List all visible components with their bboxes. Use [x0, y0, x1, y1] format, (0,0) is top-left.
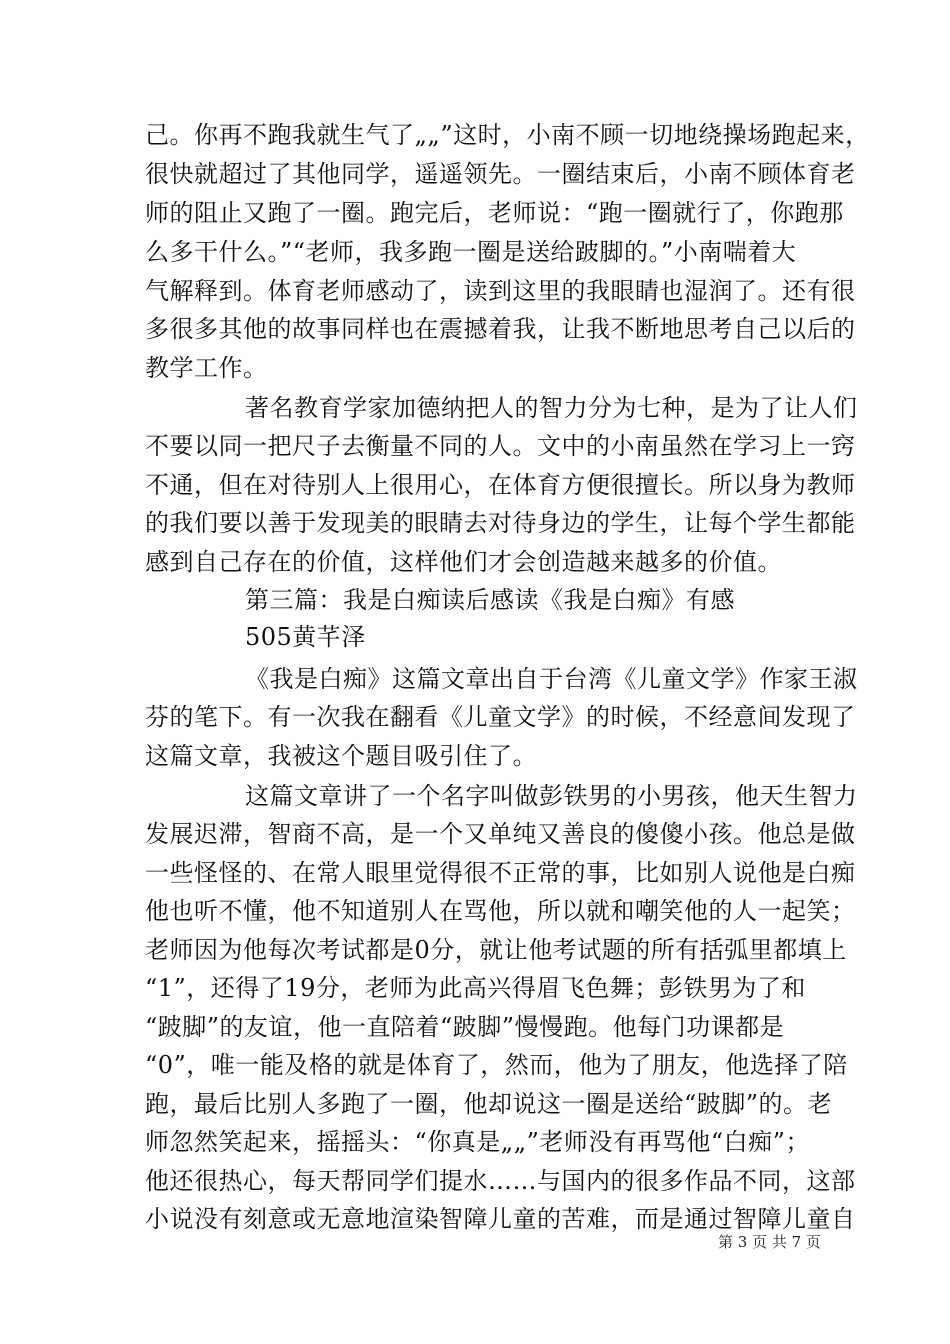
paragraph-line: “跛脚”的友谊，他一直陪着“跛脚”慢慢跑。他每门功课都是 [145, 1013, 785, 1041]
paragraph-line: 这篇文章讲了一个名字叫做彭铁男的小男孩，他天生智力 [245, 782, 858, 810]
paragraph-line: 感到自己存在的价值，这样他们才会创造越来越多的价值。 [145, 548, 782, 576]
author-line: 505黄芊泽 [245, 623, 366, 651]
paragraph-line: 发展迟滞，智商不高，是一个又单纯又善良的傻傻小孩。他总是做 [145, 820, 856, 848]
paragraph-line: 师的阻止又跑了一圈。跑完后，老师说：“跑一圈就行了，你跑那 [145, 199, 844, 227]
paragraph-line: 不要以同一把尺子去衡量不同的人。文中的小南虽然在学习上一窍 [145, 432, 856, 460]
paragraph-line: 很快就超过了其他同学，遥遥领先。一圈结束后，小南不顾体育老 [145, 160, 856, 188]
paragraph-line: 的我们要以善于发现美的眼睛去对待身边的学生，让每个学生都能 [145, 509, 856, 537]
paragraph-line: 芬的笔下。有一次我在翻看《儿童文学》的时候，不经意间发现了 [145, 703, 856, 731]
paragraph-line: 己。你再不跑我就生气了„„”这时，小南不顾一切地绕操场跑起来， [145, 121, 870, 149]
paragraph-line: 师忽然笑起来，摇摇头：“你真是„„”老师没有再骂他“白痴”； [145, 1128, 810, 1156]
paragraph-line: 多很多其他的故事同样也在震撼着我，让我不断地思考自己以后的 [145, 315, 856, 343]
paragraph-line: 不通，但在对待别人上很用心，在体育方便很擅长。所以身为教师 [145, 471, 856, 499]
paragraph-line: 么多干什么。”“老师，我多跑一圈是送给跛脚的。”小南喘着大 [145, 238, 797, 266]
paragraph-line: 他还很热心，每天帮同学们提水……与国内的很多作品不同，这部 [145, 1167, 856, 1195]
paragraph-line: 《我是白痴》这篇文章出自于台湾《儿童文学》作家王淑 [245, 665, 858, 693]
paragraph-line: 气解释到。体育老师感动了，读到这里的我眼睛也湿润了。还有很 [145, 277, 856, 305]
paragraph-line: 小说没有刻意或无意地渲染智障儿童的苦难，而是通过智障儿童自 [145, 1205, 856, 1233]
paragraph-line: “0”，唯一能及格的就是体育了，然而，他为了朋友，他选择了陪 [145, 1051, 848, 1079]
paragraph-line: 跑，最后比别人多跑了一圈，他却说这一圈是送给“跛脚”的。老 [145, 1090, 833, 1118]
paragraph-line: “1”，还得了19分，老师为此高兴得眉飞色舞；彭铁男为了和 [145, 974, 806, 1002]
page-number: 第 3 页 共 7 页 [718, 1233, 821, 1251]
paragraph-line: 老师因为他每次考试都是0分，就让他考试题的所有括弧里都填上 [145, 936, 847, 964]
paragraph-line: 教学工作。 [145, 354, 268, 382]
paragraph-line: 他也听不懂，他不知道别人在骂他，所以就和嘲笑他的人一起笑； [145, 897, 856, 925]
paragraph-line: 这篇文章，我被这个题目吸引住了。 [145, 742, 537, 770]
paragraph-line: 著名教育学家加德纳把人的智力分为七种，是为了让人们 [245, 394, 858, 422]
paragraph-line: 一些怪怪的、在常人眼里觉得很不正常的事，比如别人说他是白痴 [145, 859, 856, 887]
section-title: 第三篇：我是白痴读后感读《我是白痴》有感 [245, 586, 735, 614]
